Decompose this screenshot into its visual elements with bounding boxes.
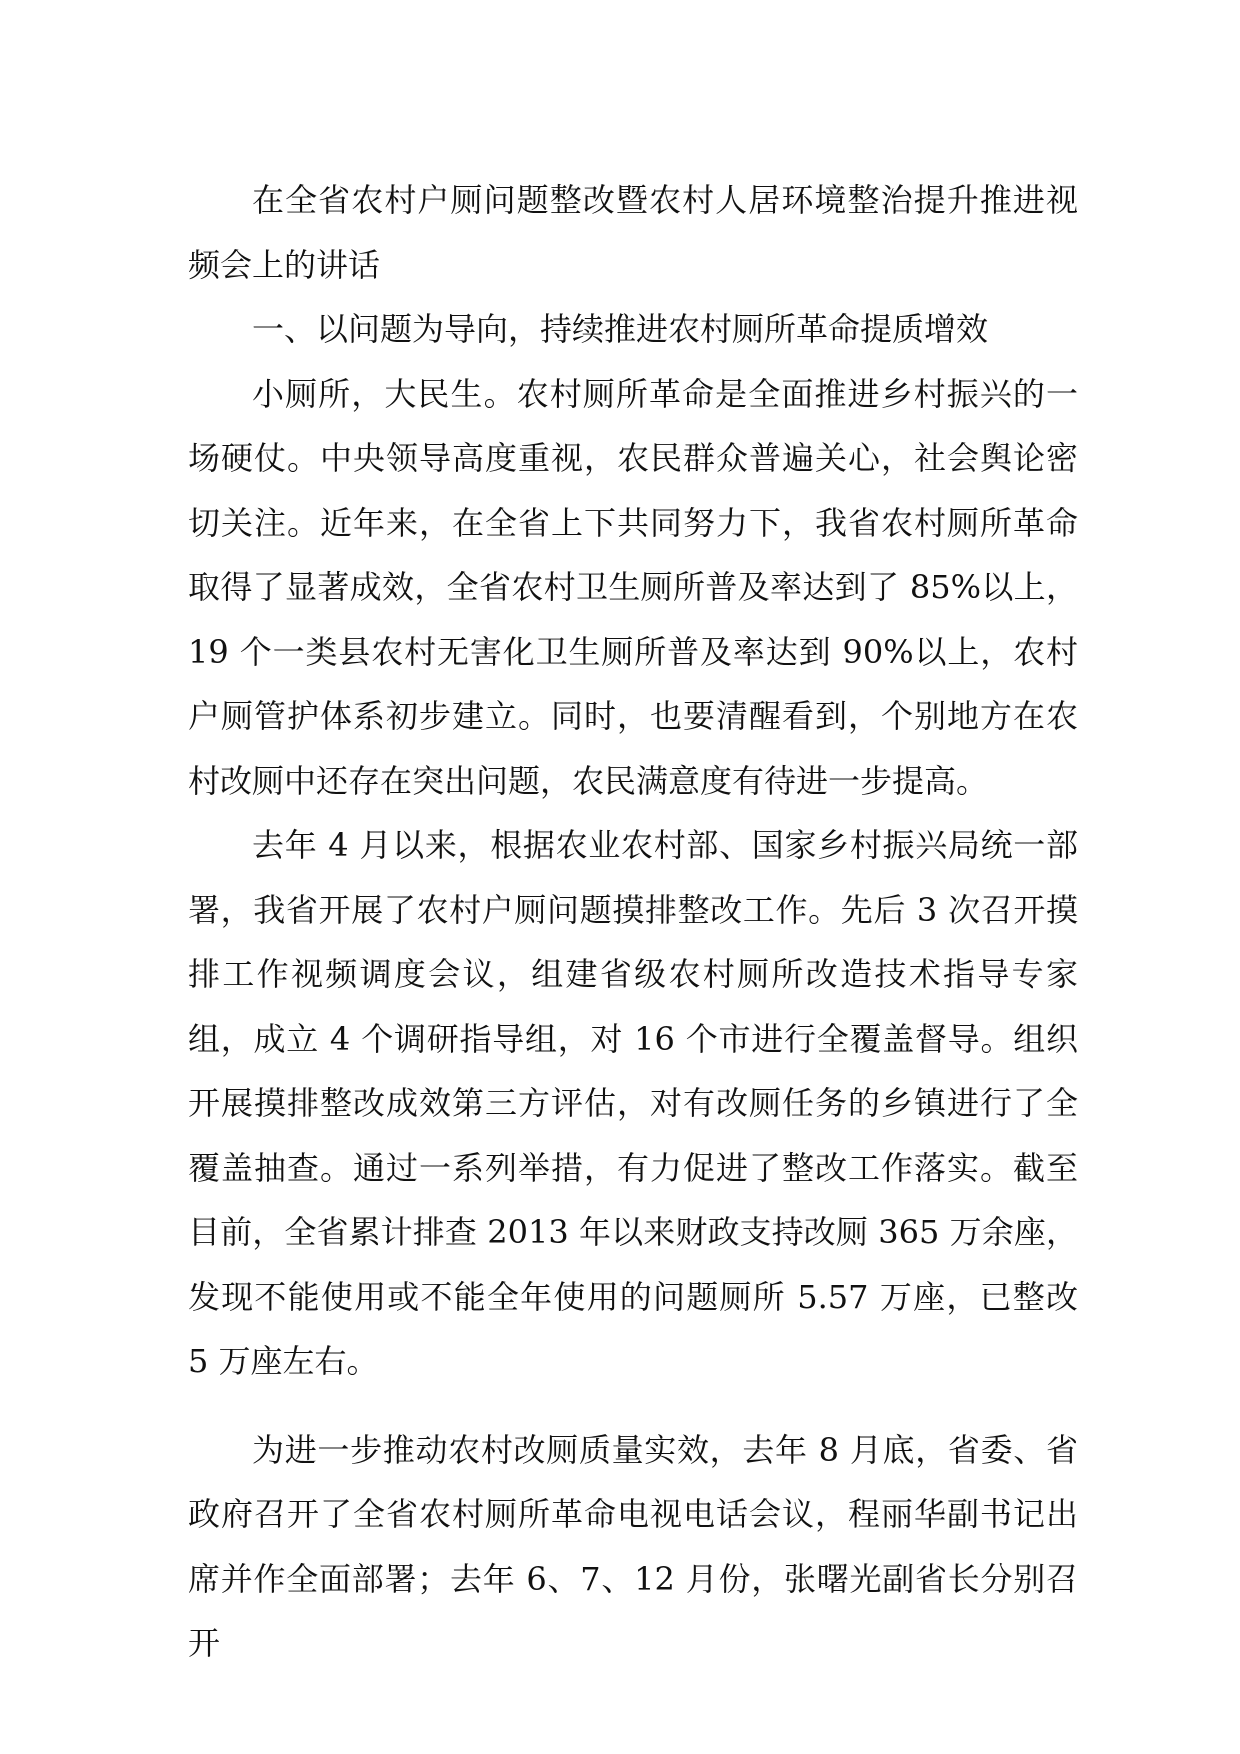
document-title: 在全省农村户厕问题整改暨农村人居环境整治提升推进视频会上的讲话 xyxy=(188,181,1078,284)
document-body xyxy=(188,168,1078,1676)
section-heading: 一、以问题为导向，持续推进农村厕所革命提质增效 xyxy=(252,310,989,348)
paragraph: 小厕所，大民生。农村厕所革命是全面推进乡村振兴的一场硬仗。中央领导高度重视，农民群众普遍关心，社会舆论密切关注。近年来，在全省上下共同努力下，我省农村厕所革命取得了显著成效，全省农村卫生厕所普及率达到了 85%以上，19 个一类县农村无害化卫生厕所普及率达到 90%以上，农村户厕管护体系初步建立。同时，也要清醒看到，个别地方在农村改厕中还存在突出问题，农民满意度有待进一步提高。 xyxy=(188,374,1078,800)
paragraph: 去年 4 月以来，根据农业农村部、国家乡村振兴局统一部署，我省开展了农村户厕问题摸排整改工作。先后 3 次召开摸排工作视频调度会议，组建省级农村厕所改造技术指导专家组，成立 4 个调研指导组，对 16 个市进行全覆盖督导。组织开展摸排整改成效第三方评估，对有改厕任务的乡镇进行了全覆盖抽查。通过一系列举措，有力促进了整改工作落实。截至目前，全省累计排查 2013 年以来财政支持改厕 365 万余座，发现不能使用或不能全年使用的问题厕所 5.57 万座，已整改 5 万座左右。 xyxy=(188,826,1078,1380)
paragraph: 为进一步推动农村改厕质量实效，去年 8 月底，省委、省政府召开了全省农村厕所革命电视电话会议，程丽华副书记出席并作全面部署；去年 6、7、12 月份，张曙光副省长分别召开 xyxy=(188,1430,1078,1662)
